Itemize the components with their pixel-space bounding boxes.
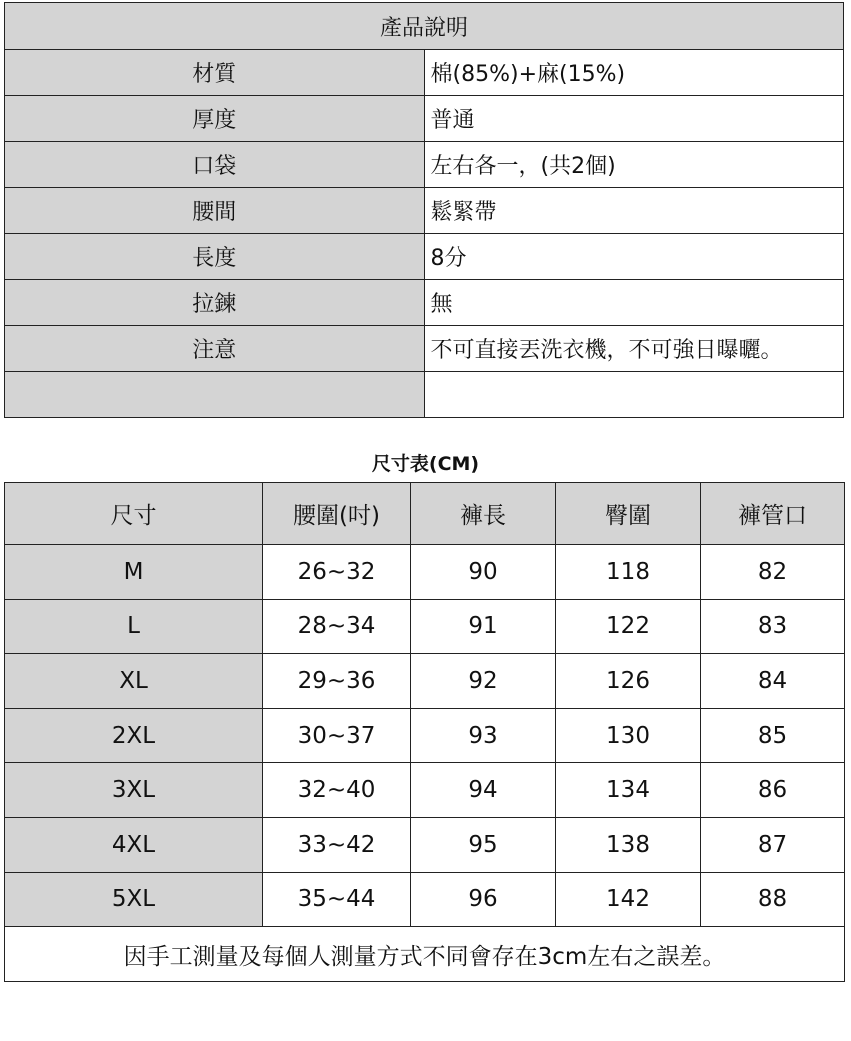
description-row <box>5 96 844 142</box>
waist-cell: 35~44 <box>263 872 411 927</box>
waist-cell: 28~34 <box>263 599 411 654</box>
hip-cell: 130 <box>556 708 701 763</box>
hip-cell: 118 <box>556 545 701 600</box>
size-chart-title: 尺寸表(CM) <box>371 453 480 475</box>
length-cell: 96 <box>411 872 556 927</box>
leg-opening-cell: 88 <box>701 872 845 927</box>
description-label: 口袋 <box>5 142 425 188</box>
hip-cell: 126 <box>556 654 701 709</box>
length-cell: 92 <box>411 654 556 709</box>
hip-cell: 134 <box>556 763 701 818</box>
header-length: 褲長 <box>411 483 556 545</box>
hip-cell: 142 <box>556 872 701 927</box>
length-cell: 93 <box>411 708 556 763</box>
description-label: 長度 <box>5 234 425 280</box>
size-row <box>5 599 845 654</box>
size-row <box>5 872 845 927</box>
description-value: 不可直接丟洗衣機，不可強日曝曬。 <box>424 326 844 372</box>
description-label: 材質 <box>5 50 425 96</box>
leg-opening-cell: 82 <box>701 545 845 600</box>
header-waist: 腰圍(吋) <box>263 483 411 545</box>
size-cell: L <box>5 599 263 654</box>
header-size: 尺寸 <box>5 483 263 545</box>
size-row <box>5 654 845 709</box>
measurement-note: 因手工測量及每個人測量方式不同會存在3cm左右之誤差。 <box>5 927 845 982</box>
length-cell: 91 <box>411 599 556 654</box>
size-cell: 5XL <box>5 872 263 927</box>
description-row <box>5 280 844 326</box>
description-row <box>5 142 844 188</box>
waist-cell: 26~32 <box>263 545 411 600</box>
size-row <box>5 763 845 818</box>
description-value: 無 <box>424 280 844 326</box>
size-chart-table <box>4 482 845 982</box>
size-note-row <box>5 927 845 982</box>
description-label: 拉鍊 <box>5 280 425 326</box>
description-value: 棉(85%)+麻(15%) <box>424 50 844 96</box>
size-cell: 3XL <box>5 763 263 818</box>
waist-cell: 33~42 <box>263 817 411 872</box>
description-label: 腰間 <box>5 188 425 234</box>
description-row <box>5 50 844 96</box>
description-value: 左右各一，(共2個) <box>424 142 844 188</box>
leg-opening-cell: 85 <box>701 708 845 763</box>
size-cell: 2XL <box>5 708 263 763</box>
length-cell: 94 <box>411 763 556 818</box>
length-cell: 95 <box>411 817 556 872</box>
size-cell: XL <box>5 654 263 709</box>
hip-cell: 122 <box>556 599 701 654</box>
leg-opening-cell: 86 <box>701 763 845 818</box>
product-description-table <box>4 2 844 418</box>
hip-cell: 138 <box>556 817 701 872</box>
size-row <box>5 817 845 872</box>
description-header-row <box>5 3 844 50</box>
size-cell: 4XL <box>5 817 263 872</box>
size-chart-header-row <box>5 483 845 545</box>
leg-opening-cell: 87 <box>701 817 845 872</box>
size-cell: M <box>5 545 263 600</box>
size-row <box>5 545 845 600</box>
description-title: 產品說明 <box>5 3 844 50</box>
description-label: 厚度 <box>5 96 425 142</box>
description-value: 鬆緊帶 <box>424 188 844 234</box>
waist-cell: 32~40 <box>263 763 411 818</box>
header-leg-opening: 褲管口 <box>701 483 845 545</box>
description-row <box>5 234 844 280</box>
length-cell: 90 <box>411 545 556 600</box>
header-hip: 臀圍 <box>556 483 701 545</box>
description-row <box>5 326 844 372</box>
description-value: 8分 <box>424 234 844 280</box>
size-row <box>5 708 845 763</box>
description-row <box>5 188 844 234</box>
description-value: 普通 <box>424 96 844 142</box>
leg-opening-cell: 84 <box>701 654 845 709</box>
leg-opening-cell: 83 <box>701 599 845 654</box>
waist-cell: 30~37 <box>263 708 411 763</box>
description-row-empty <box>5 372 844 418</box>
waist-cell: 29~36 <box>263 654 411 709</box>
description-value <box>424 372 844 418</box>
description-label: 注意 <box>5 326 425 372</box>
description-label <box>5 372 425 418</box>
